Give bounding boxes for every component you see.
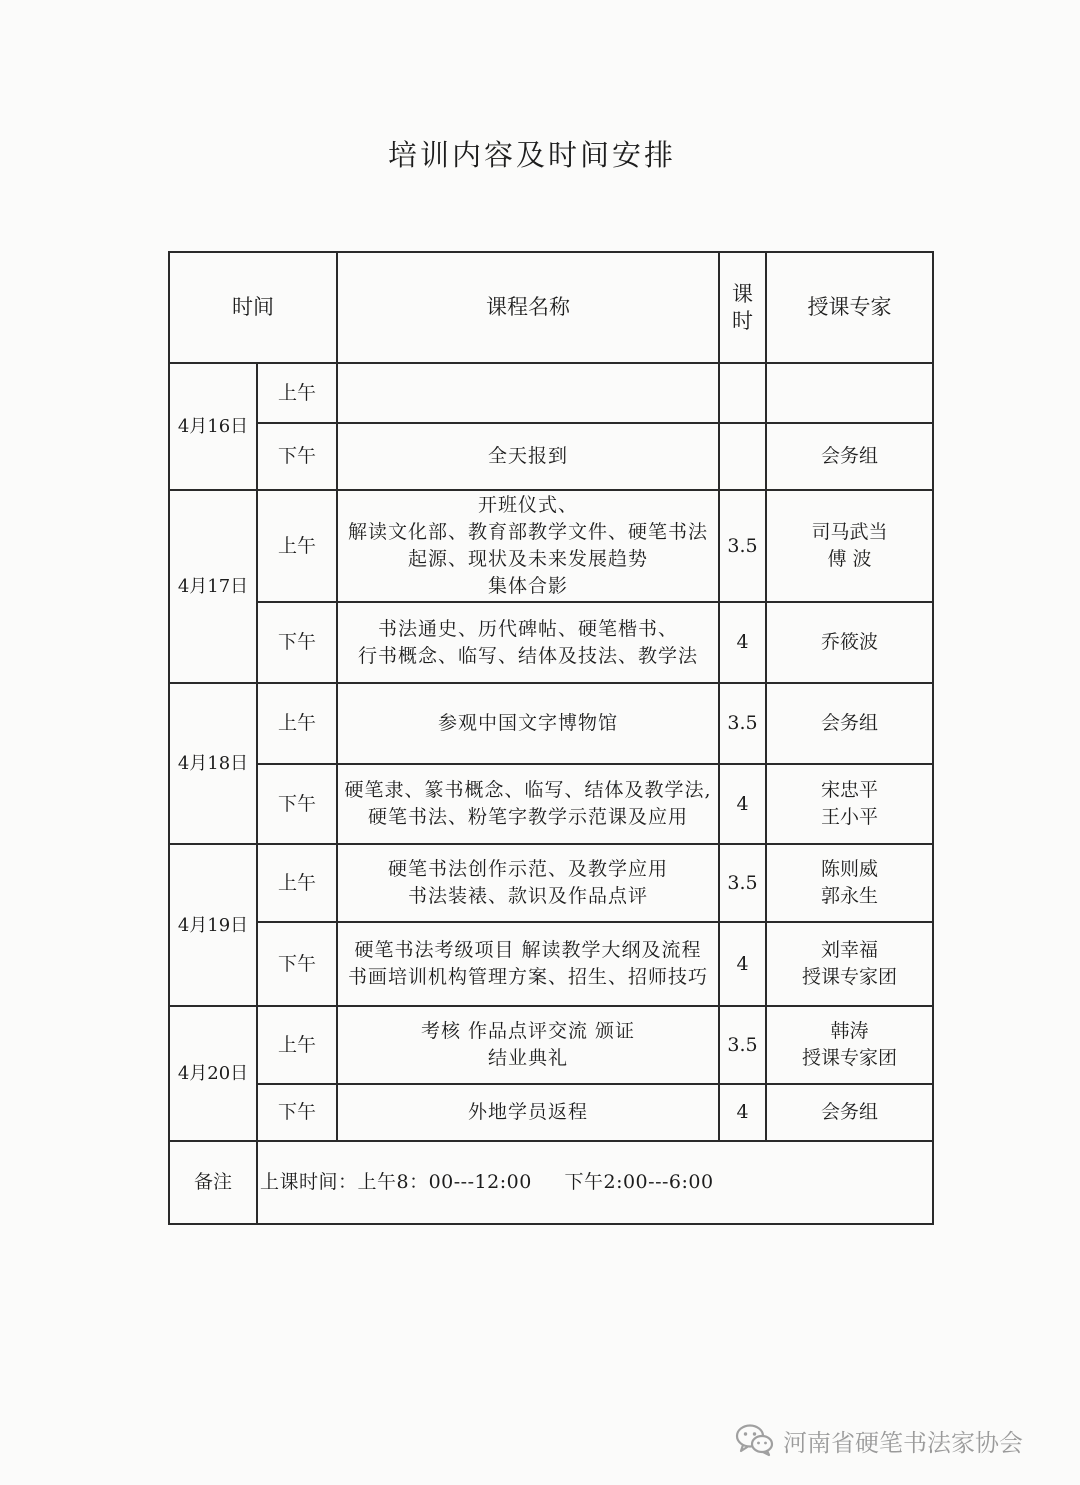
expert-cell-line: 乔筱波 [820, 631, 878, 653]
table-row [169, 764, 933, 844]
expert-cell-line: 陈则威 [820, 858, 878, 880]
note-row [169, 1141, 933, 1224]
expert-cell-line: 会务组 [820, 445, 878, 467]
expert-cell-line: 郭永生 [820, 885, 878, 907]
header-hours [719, 252, 766, 363]
session-cell: 上午 [257, 490, 337, 602]
hours-cell: 4 [719, 764, 766, 844]
expert-cell-line: 会务组 [820, 1101, 878, 1123]
expert-cell-line: 王小平 [820, 806, 878, 828]
table-row [169, 844, 933, 922]
course-cell [337, 1006, 719, 1084]
note-text: 上课时间：上午8：00---12:00 下午2:00---6:00 [257, 1141, 933, 1224]
expert-cell-line: 宋忠平 [820, 779, 878, 801]
hours-cell: 4 [719, 922, 766, 1006]
header-row [169, 252, 933, 363]
expert-cell [766, 844, 933, 922]
schedule-table [168, 251, 934, 1225]
course-cell [337, 683, 719, 764]
table-row [169, 363, 933, 423]
hours-cell: 3.5 [719, 490, 766, 602]
session-cell: 上午 [257, 683, 337, 764]
wechat-icon [735, 1423, 775, 1457]
page-title: 培训内容及时间安排 [387, 138, 676, 172]
date-cell: 4月17日 [169, 490, 257, 683]
session-cell: 下午 [257, 764, 337, 844]
expert-cell [766, 490, 933, 602]
watermark-text: 河南省硬笔书法家协会 [783, 1428, 1023, 1457]
hours-cell: 3.5 [719, 1006, 766, 1084]
course-cell-line: 全天报到 [487, 445, 568, 467]
session-cell: 下午 [257, 423, 337, 490]
expert-cell [766, 423, 933, 490]
course-cell-line: 考核 作品点评交流 颁证 [420, 1020, 636, 1042]
expert-cell [766, 602, 933, 683]
session-cell: 上午 [257, 844, 337, 922]
course-cell-line: 硬笔书法考级项目 解读教学大纲及流程 [354, 939, 702, 961]
watermark [735, 1420, 1023, 1460]
course-cell-line: 书画培训机构管理方案、招生、招师技巧 [347, 966, 708, 988]
expert-cell-line: 授课专家团 [801, 1047, 897, 1069]
table-row [169, 683, 933, 764]
course-cell-line: 硬笔隶、篆书概念、临写、结体及教学法, [344, 779, 712, 801]
course-cell-line: 起源、现状及未来发展趋势 [407, 548, 648, 570]
course-cell-line: 集体合影 [487, 575, 568, 597]
hours-cell: 3.5 [719, 683, 766, 764]
expert-cell [766, 363, 933, 423]
course-cell-line: 行书概念、临写、结体及技法、教学法 [357, 644, 698, 667]
expert-cell-line: 刘幸福 [820, 939, 878, 961]
course-cell-line: 硬笔书法创作示范、及教学应用 [387, 858, 668, 880]
session-cell: 下午 [257, 602, 337, 683]
expert-cell-line: 会务组 [820, 712, 878, 734]
course-cell [337, 363, 719, 423]
session-cell: 上午 [257, 1006, 337, 1084]
table-row [169, 602, 933, 683]
hours-cell [719, 363, 766, 423]
hours-cell [719, 423, 766, 490]
expert-cell [766, 764, 933, 844]
course-cell-line: 开班仪式、 [477, 494, 578, 516]
course-cell [337, 844, 719, 922]
expert-cell-line: 韩涛 [830, 1020, 869, 1042]
course-cell [337, 423, 719, 490]
course-cell-line: 硬笔书法、粉笔字教学示范课及应用 [367, 806, 688, 828]
date-cell: 4月19日 [169, 844, 257, 1006]
table-row [169, 1006, 933, 1084]
expert-cell [766, 683, 933, 764]
expert-cell [766, 922, 933, 1006]
hours-cell: 3.5 [719, 844, 766, 922]
expert-cell-line: 傅 波 [827, 548, 872, 570]
course-cell [337, 922, 719, 1006]
header-hours-bottom: 时 [732, 308, 753, 333]
header-expert: 授课专家 [766, 252, 933, 363]
hours-cell: 4 [719, 1084, 766, 1141]
course-cell-line: 参观中国文字博物馆 [437, 712, 618, 734]
expert-cell-line: 授课专家团 [801, 966, 897, 988]
course-cell-line: 书法通史、历代碑帖、硬笔楷书、 [377, 617, 678, 640]
session-cell: 下午 [257, 922, 337, 1006]
course-cell-line: 结业典礼 [487, 1047, 568, 1069]
session-cell: 下午 [257, 1084, 337, 1141]
course-cell [337, 602, 719, 683]
table-row [169, 922, 933, 1006]
note-label: 备注 [169, 1141, 257, 1224]
course-cell-line: 书法装裱、款识及作品点评 [407, 885, 648, 907]
session-cell: 上午 [257, 363, 337, 423]
header-hours-top: 课 [732, 281, 753, 306]
expert-cell [766, 1006, 933, 1084]
course-cell [337, 764, 719, 844]
date-cell: 4月16日 [169, 363, 257, 490]
course-cell-line: 解读文化部、教育部教学文件、硬笔书法 [347, 521, 708, 543]
date-cell: 4月18日 [169, 683, 257, 844]
header-course: 课程名称 [337, 252, 719, 363]
header-time: 时间 [169, 252, 337, 363]
course-cell [337, 490, 719, 602]
expert-cell-line: 司马武当 [811, 521, 888, 543]
date-cell: 4月20日 [169, 1006, 257, 1141]
course-cell-line: 外地学员返程 [467, 1101, 588, 1123]
table-row [169, 490, 933, 602]
course-cell [337, 1084, 719, 1141]
table-row [169, 1084, 933, 1141]
expert-cell [766, 1084, 933, 1141]
hours-cell: 4 [719, 602, 766, 683]
table-row [169, 423, 933, 490]
